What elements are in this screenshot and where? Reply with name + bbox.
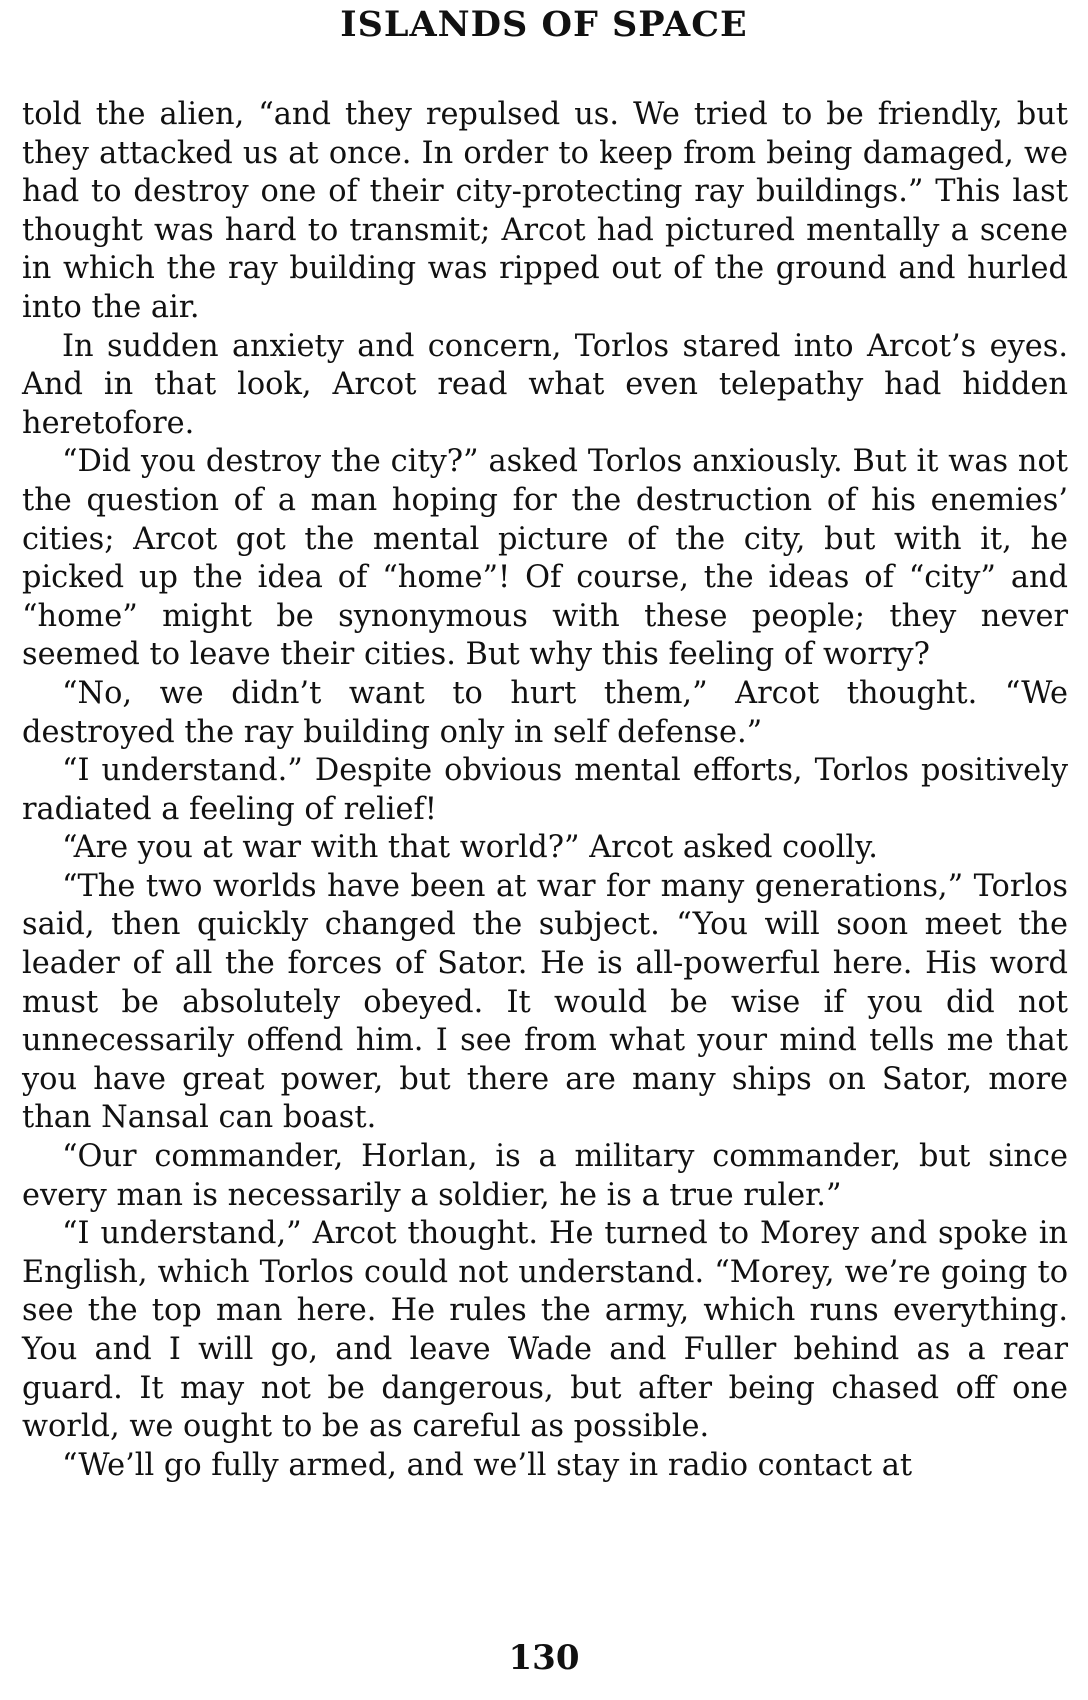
paragraph: “The two worlds have been at war for many generations,” Torlos said, then quickly changed the subject. “You will soon meet the leader of all the forces of Sator. He is all-powerful here. His word must be absolutely obeyed. It would be wise if you did not unnecessarily offend him. I see from what your mind tells me that you have great power, but there are many ships on Sator, more than Nansal can boast. — [22, 868, 1068, 1136]
running-head: ISLANDS OF SPACE — [340, 4, 748, 45]
page-number: 130 — [508, 1638, 580, 1678]
paragraph: “Our commander, Horlan, is a military commander, but since every man is necessarily a soldier, he is a true ruler.” — [22, 1139, 1068, 1213]
paragraph: “I understand,” Arcot thought. He turned to Morey and spoke in English, which Torlos could not understand. “Morey, we’re going to see the top man here. He rules the army, which runs everything. You and I will go, and leave Wade and Fuller behind as a rear guard. It may not be dangerous, but after being chased off one world, we ought to be as careful as possible. — [22, 1216, 1068, 1445]
paragraph: “I understand.” Despite obvious mental efforts, Torlos positively radiated a feeling of relief! — [22, 753, 1068, 827]
paragraph: “Did you destroy the city?” asked Torlos anxiously. But it was not the question of a man hoping for the destruction of his enemies’ cities; Arcot got the mental picture of the city, but with it, he picked up the idea of “home”! Of course, the ideas of “city” and “home” might be synonymous with these people; they never seemed to leave their cities. But why this feeling of worry? — [22, 444, 1068, 673]
paragraph: told the alien, “and they repulsed us. We tried to be friendly, but they attacked us at once. In order to keep from being damaged, we had to destroy one of their city-protecting ray buildings.” This last thought was hard to transmit; Arcot had pictured mentally a scene in which the ray building was ripped out of the ground and hurled into the air. — [22, 97, 1068, 325]
paragraph: “No, we didn’t want to hurt them,” Arcot thought. “We destroyed the ray building only in self defense.” — [22, 675, 1068, 750]
paragraph: “Are you at war with that world?” Arcot asked coolly. — [62, 830, 878, 866]
paragraph: In sudden anxiety and concern, Torlos stared into Arcot’s eyes. And in that look, Arcot read what even telepathy had hidden heretofore. — [22, 328, 1068, 441]
body-text — [22, 96, 1068, 1485]
paragraph: “We’ll go fully armed, and we’ll stay in radio contact at — [62, 1447, 913, 1483]
